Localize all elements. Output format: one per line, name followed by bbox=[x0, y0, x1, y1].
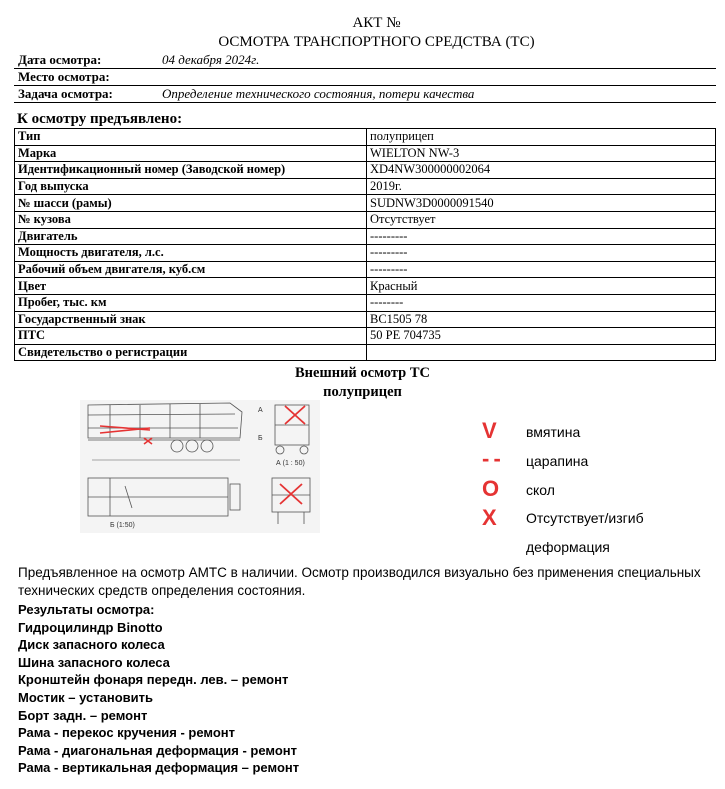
spec-row bbox=[15, 344, 716, 361]
missing-symbol-icon: X bbox=[482, 505, 497, 530]
legend-label-chip: скол bbox=[526, 482, 555, 498]
spec-value: Красный bbox=[367, 278, 716, 295]
trailer-drawing bbox=[80, 400, 320, 533]
spec-key: Марка bbox=[15, 145, 367, 162]
result-item: Кронштейн фонаря передн. лев. – ремонт bbox=[18, 672, 289, 688]
legend-label-dent: вмятина bbox=[526, 424, 581, 440]
spec-key: Рабочий объем двигателя, куб.см bbox=[15, 261, 367, 278]
spec-value: --------- bbox=[367, 228, 716, 245]
spec-value: XD4NW300000002064 bbox=[367, 162, 716, 179]
external-title: Внешний осмотр ТС bbox=[295, 365, 430, 381]
inspection-paragraph: Предъявленное на осмотр АМТС в наличии. Осмотр производился визуально без применения специальных технических средств определения состояния. bbox=[18, 565, 701, 598]
meta-label: Задача осмотра: bbox=[18, 86, 113, 101]
spec-row bbox=[15, 328, 716, 345]
spec-value: SUDNW3D0000091540 bbox=[367, 195, 716, 212]
result-item: Рама - диагональная деформация - ремонт bbox=[18, 742, 298, 758]
legend-label-scratch: царапина bbox=[526, 453, 589, 469]
spec-key: № кузова bbox=[15, 211, 367, 228]
spec-value: -------- bbox=[367, 294, 716, 311]
spec-row bbox=[15, 294, 716, 311]
spec-key: ПТС bbox=[15, 328, 367, 345]
spec-key: Государственный знак bbox=[15, 311, 367, 328]
spec-value: Отсутствует bbox=[367, 211, 716, 228]
meta-value: 04 декабря 2024г. bbox=[162, 52, 260, 67]
spec-value: WIELTON NW-3 bbox=[367, 145, 716, 162]
legend-label-deformation: деформация bbox=[526, 539, 610, 555]
spec-row bbox=[15, 178, 716, 195]
scale-a-label: А (1 : 50) bbox=[276, 460, 305, 467]
document-title: ОСМОТРА ТРАНСПОРТНОГО СРЕДСТВА (ТС) bbox=[218, 34, 535, 50]
meta-value: Определение технического состояния, потери качества bbox=[162, 86, 475, 101]
result-item: Шина запасного колеса bbox=[18, 654, 170, 670]
spec-key: Цвет bbox=[15, 278, 367, 295]
meta-row-task bbox=[14, 85, 716, 103]
spec-key: Свидетельство о регистрации bbox=[15, 344, 367, 361]
spec-key: Год выпуска bbox=[15, 178, 367, 195]
view-a-label: А bbox=[258, 407, 263, 414]
meta-row-place bbox=[14, 68, 716, 86]
spec-value bbox=[367, 344, 716, 361]
spec-row bbox=[15, 261, 716, 278]
results-title: Результаты осмотра: bbox=[18, 602, 155, 617]
meta-label: Место осмотра: bbox=[18, 69, 110, 84]
result-item: Диск запасного колеса bbox=[18, 637, 165, 653]
legend-label-missing: Отсутствует/изгиб bbox=[526, 510, 644, 526]
spec-table bbox=[14, 128, 716, 361]
spec-value: ВС1505 78 bbox=[367, 311, 716, 328]
meta-label: Дата осмотра: bbox=[18, 52, 102, 67]
spec-key: Двигатель bbox=[15, 228, 367, 245]
spec-value: полуприцеп bbox=[367, 129, 716, 146]
result-item: Рама - вертикальная деформация – ремонт bbox=[18, 760, 300, 776]
chip-symbol-icon: O bbox=[482, 476, 500, 501]
section-title: К осмотру предъявлено: bbox=[17, 111, 183, 127]
spec-row bbox=[15, 228, 716, 245]
spec-row bbox=[15, 211, 716, 228]
spec-value: 2019г. bbox=[367, 178, 716, 195]
spec-key: № шасси (рамы) bbox=[15, 195, 367, 212]
spec-key: Тип bbox=[15, 129, 367, 146]
spec-key: Идентификационный номер (Заводской номер) bbox=[15, 162, 367, 179]
meta-row-date bbox=[14, 51, 716, 69]
scratch-symbol-icon: - - bbox=[482, 446, 500, 471]
spec-row bbox=[15, 129, 716, 146]
external-subtitle: полуприцеп bbox=[323, 384, 402, 400]
spec-value: --------- bbox=[367, 261, 716, 278]
spec-row bbox=[15, 145, 716, 162]
result-item: Гидроцилиндр Binotto bbox=[18, 619, 163, 635]
spec-value: 50 РЕ 704735 bbox=[367, 328, 716, 345]
result-item: Рама - перекос кручения - ремонт bbox=[18, 725, 236, 741]
spec-row bbox=[15, 162, 716, 179]
dent-symbol-icon: V bbox=[482, 418, 497, 443]
spec-row bbox=[15, 311, 716, 328]
result-item: Борт задн. – ремонт bbox=[18, 707, 148, 723]
spec-row bbox=[15, 278, 716, 295]
act-title: АКТ № bbox=[352, 15, 401, 31]
spec-key: Пробег, тыс. км bbox=[15, 294, 367, 311]
spec-value: --------- bbox=[367, 245, 716, 262]
result-item: Мостик – установить bbox=[18, 690, 154, 705]
scale-b-label: Б (1:50) bbox=[110, 522, 135, 529]
spec-row bbox=[15, 195, 716, 212]
spec-row bbox=[15, 245, 716, 262]
view-b-label: Б bbox=[258, 435, 263, 442]
spec-key: Мощность двигателя, л.с. bbox=[15, 245, 367, 262]
